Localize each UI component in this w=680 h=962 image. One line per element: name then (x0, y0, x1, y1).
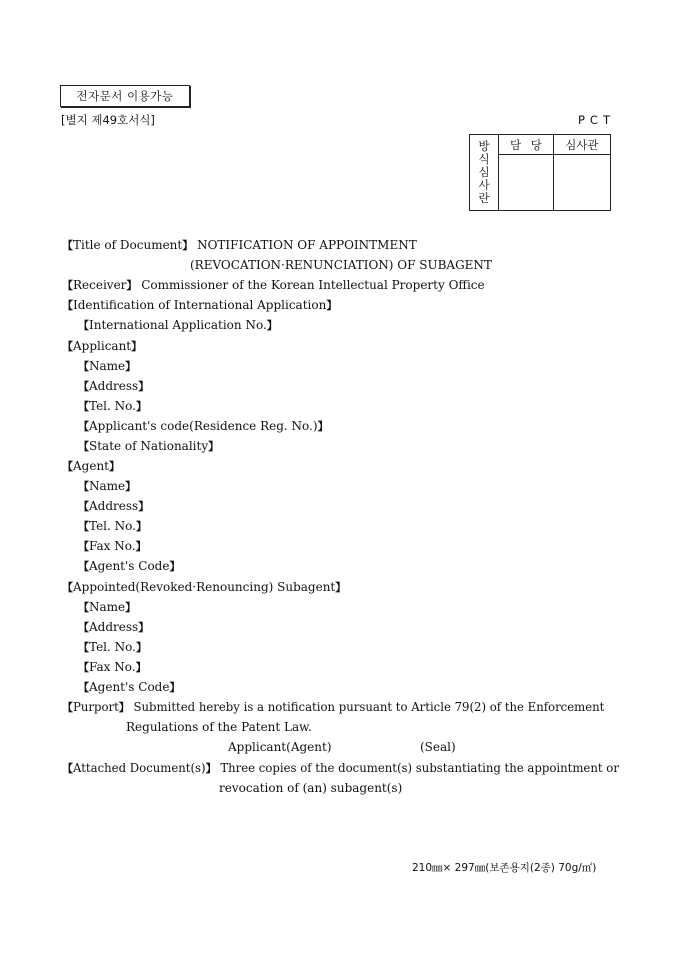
paper-spec: 210㎜× 297㎜(보존용지(2종) 70g/㎡) (412, 862, 597, 874)
review-col-examiner: 심사관 (553, 135, 610, 155)
agent-field-label: Address (89, 499, 139, 513)
applicant-field-label: Tel. No. (89, 399, 136, 413)
pct-label: PCT (578, 113, 615, 127)
attached-text: Three copies of the document(s) substantiating the appointment or (220, 761, 619, 775)
attached-text-line2: revocation of (an) subagent(s) (219, 781, 403, 795)
agent-field: 【Tel. No.】 (78, 519, 147, 533)
review-side-char: 란 (478, 191, 490, 205)
receiver-value: Commissioner of the Korean Intellectual Property Office (141, 278, 485, 292)
subagent-header: 【Appointed(Revoked·Renouncing) Subagent】 (62, 580, 347, 594)
agent-field: 【Address】 (78, 499, 150, 513)
title-of-document-row: 【Title of Document】 NOTIFICATION OF APPOINTMENT (62, 238, 417, 252)
signer-label: Applicant(Agent) (228, 740, 332, 754)
agent-header: 【Agent】 (62, 459, 120, 473)
receiver-label: Receiver (73, 278, 127, 292)
electronic-document-label: 전자문서 이용가능 (76, 89, 174, 103)
review-col-charge: 담 당 (499, 135, 554, 155)
subagent-field-label: Name (89, 600, 126, 614)
purport-label: Purport (73, 700, 119, 714)
title-of-document-label: Title of Document (73, 238, 183, 252)
review-side-label (470, 135, 499, 211)
applicant-field-label: Applicant's code(Residence Reg. No.) (89, 419, 318, 433)
agent-field-label: Tel. No. (89, 519, 136, 533)
agent-field-label: Agent's Code (89, 559, 170, 573)
subagent-field-label: Fax No. (89, 660, 136, 674)
applicant-field: 【State of Nationality】 (78, 439, 220, 453)
review-side-char: 식 (478, 152, 490, 166)
title-of-document-value-line2: (REVOCATION·RENUNCIATION) OF SUBAGENT (190, 258, 492, 272)
agent-field-label: Name (89, 479, 126, 493)
subagent-field: 【Fax No.】 (78, 660, 147, 674)
receiver-row: 【Receiver】 Commissioner of the Korean Intellectual Property Office (62, 278, 485, 292)
agent-field: 【Name】 (78, 479, 137, 493)
applicant-field-label: Address (89, 379, 139, 393)
attached-label: Attached Document(s) (73, 761, 206, 775)
form-number: [별지 제49호서식] (61, 113, 155, 127)
applicant-label: Applicant (73, 339, 132, 353)
intl-app-no-label: International Application No. (89, 318, 267, 332)
applicant-header: 【Applicant】 (62, 339, 143, 353)
intl-app-no-row: 【International Application No.】 (78, 318, 278, 332)
applicant-field: 【Name】 (78, 359, 137, 373)
applicant-field-label: Name (89, 359, 126, 373)
agent-field: 【Agent's Code】 (78, 559, 181, 573)
agent-field-label: Fax No. (89, 539, 136, 553)
subagent-field: 【Address】 (78, 620, 150, 634)
identification-row: 【Identification of International Application】 (62, 298, 338, 312)
review-side-char: 심 (478, 165, 490, 179)
applicant-field: 【Tel. No.】 (78, 399, 147, 413)
review-cell-charge (499, 155, 554, 211)
agent-field: 【Fax No.】 (78, 539, 147, 553)
subagent-field-label: Tel. No. (89, 640, 136, 654)
applicant-field-label: State of Nationality (89, 439, 209, 453)
seal-label: (Seal) (420, 740, 456, 754)
purport-text: Submitted hereby is a notification pursuant to Article 79(2) of the Enforcement (133, 700, 605, 714)
review-table (469, 134, 611, 211)
subagent-field: 【Tel. No.】 (78, 640, 147, 654)
subagent-field-label: Address (89, 620, 139, 634)
agent-label: Agent (73, 459, 109, 473)
subagent-field: 【Name】 (78, 600, 137, 614)
review-side-char: 사 (478, 178, 490, 192)
subagent-field: 【Agent's Code】 (78, 680, 181, 694)
subagent-label: Appointed(Revoked·Renouncing) Subagent (73, 580, 336, 594)
purport-text-line2: Regulations of the Patent Law. (126, 720, 312, 734)
applicant-field: 【Applicant's code(Residence Reg. No.)】 (78, 419, 329, 433)
review-cell-examiner (553, 155, 610, 211)
purport-row: 【Purport】 Submitted hereby is a notification pursuant to Article 79(2) of the Enforcement (62, 700, 605, 714)
electronic-document-box (60, 85, 190, 107)
attached-row: 【Attached Document(s)】 Three copies of the document(s) substantiating the appointment or (62, 761, 619, 775)
review-side-char: 방 (478, 139, 490, 153)
applicant-field: 【Address】 (78, 379, 150, 393)
identification-label: Identification of International Application (73, 298, 327, 312)
title-of-document-value: NOTIFICATION OF APPOINTMENT (197, 238, 417, 252)
subagent-field-label: Agent's Code (89, 680, 170, 694)
